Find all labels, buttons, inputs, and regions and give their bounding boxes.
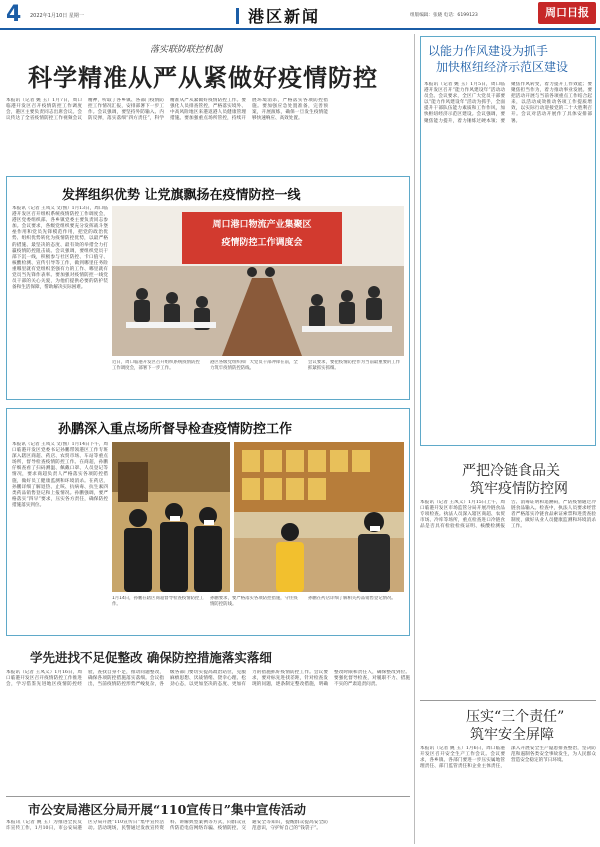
banner-line-2: 疫情防控工作调度会	[221, 238, 303, 248]
rule-right3	[420, 700, 596, 701]
right3-body: 本报讯（记者 姚 玉）1月6日，周口临港开发区召开安全生产工作会议。会议要求，各乡镇、各部门要进一步压实属地管理责任、部门监管责任和企业主体责任，深入开展安全生产隐患排查整治，坚决防范和遏制各类安全事故发生，为人民群众营造安全稳定的节日环境。	[420, 746, 596, 770]
rule-article4	[6, 796, 410, 797]
box2-title: 孙鹏深入重点场所督导检查疫情防控工作	[58, 422, 293, 437]
box1-body: 本报讯（记者 王凤义 文/图）1月13日，周口临港开发区召开组织系统疫情防控工作调度会，港区党委组织部、各乡镇党委主要负责同志参加。会议要求，各级党组织要充分发挥战斗堡垒作用和党员先锋模范作用，把党的政治优势、组织优势转化为疫情防控优势，以最严格的措施、最坚决的态度、最有效的举措全力打赢疫情防控阻击战。会议强调，要组织党员干部下沉一线，积极参与社区防控、卡口值守、核酸检测、宣传引导等工作，做到哪里任务险重哪里就有党组织坚强有力的工作、哪里就有党员当先锋作表率。要加强对疫情防控一线党员干部的关心关爱，为他们提供必要的防护装备和生活保障，帮助解决实际困难。	[12, 206, 108, 291]
issue-date: 2022年1月10日 星期一	[30, 13, 84, 19]
section-bar	[236, 8, 239, 24]
section-title: 港区新闻	[248, 7, 321, 26]
editor-info: 组版编辑：张晓 电话：6199123	[410, 13, 478, 18]
inspection-photo-2	[234, 442, 404, 592]
right3-title-line1: 压实“三个责任”	[466, 709, 565, 725]
right1-title-line1: 以能力作风建设为抓手	[428, 44, 549, 58]
inspection-photo-1	[112, 442, 230, 592]
article3-body: 本报讯（记者 王凤义）1月16日，周口临港开发区召开疫情防控工作推进会，学习借鉴先进地区疫情防控经验，查找自身不足，推动问题整改，确保各项防控措施落实落细。会议指出，当前疫情防控形势严峻复杂，各级各部门要切实提高政治站位，克服麻痹思想、厌战情绪、侥幸心理、松劲心态，以更加坚决的态度、更加有力的措施抓好疫情防控工作。会议要求，要对标先进找差距，针对检查发现的问题，逐条制定整改措施，明确整改时限和责任人，确保整改到位。要强化督导检查，对履职不力、措施不实的严肃追责问责。	[6, 670, 410, 688]
page-number: 4	[6, 2, 22, 27]
box2-caption-1: 1月14日，孙鹏在辖区商超督导检查疫情防控工作。	[112, 596, 204, 607]
box1-caption-3: 会议要求，要把疫情防控作为当前最重要的工作抓紧抓实抓细。	[308, 360, 401, 371]
right1-body: 本报讯（记者 姚 玉）1月5日，周口临港开发区召开“能力作风建设年”活动动员会。会议要求，全区广大党员干部要以“能力作风建设年”活动为抓手，全面提升干部队伍能力素质和工作作风，加快枢纽经济示范区建设。会议强调，要聚焦能力提升，着力锤炼过硬本领；要聚焦作风转变，着力提升工作效能；要聚焦担当作为，着力推动事业发展。要把活动开展与当前各项重点工作结合起来，以活动成效推动各项工作提质增效，以实际行动迎接党的二十大胜利召开。会议对活动开展作了具体安排部署。	[424, 82, 592, 124]
article3-title: 学先进找不足促整改 确保防控措施落实落细	[30, 650, 272, 665]
newspaper-logo: 周口日报	[538, 2, 596, 24]
right1-title-line2: 加快枢纽经济示范区建设	[436, 60, 569, 74]
box2-body: 本报讯（记者 王凤义 文/图）1月14日下午，周口临港开发区党委书记孙鹏带领港区工作专班深入辖区商超、药店、农贸市场、车站等重点场所，督导检查疫情防控工作。在商超，孙鹏仔细查看了扫码测温、佩戴口罩、人员登记等情况，要求商超负责人严格落实各项防控措施，做好员工健康监测和环境消杀。在药店，孙鹏详细了解退热、止咳、抗病毒、抗生素四类药品销售登记和上报情况。孙鹏强调，要严格落实“四早”要求，压实各方责任，确保防控措施落实到位。	[12, 442, 108, 508]
box2-caption-3: 孙鹏在药店详细了解相关药品销售登记情况。	[308, 596, 396, 601]
article4-title: 市公安局港区分局开展“110宣传日”集中宣传活动	[28, 802, 306, 817]
lead-title: 科学精准从严从紧做好疫情防控	[28, 63, 378, 92]
box1-caption-1: 近日，周口临港开发区召开组织系统疫情防控工作调度会，部署下一步工作。	[112, 360, 200, 371]
right3-title-line2: 筑牢安全屏障	[470, 727, 554, 743]
lead-body: 本报讯（记者 姚 玉）1月7日，周口临港开发区召开疫情防控工作调度会，港区主要负责同志出席会议。会议传达了全省疫情防控工作视频会议精神，听取了各乡镇、各部门疫情防控工作情况汇报，安排部署下一步工作。会议强调，要坚持外防输入、内防反弹，落实落细“四方责任”，科学精准从严从紧做好疫情防控工作。要强化人员排查管控，严格落实境外、中高风险地区来港返港人员健康管理措施。要加强重点场所管控，持续开展环境消杀，严格落实各项防控措施。要加强应急处置准备，完善预案，开展演练，确保一旦发生疫情能够快速响应、高效处置。	[6, 98, 328, 122]
column-divider	[414, 34, 415, 844]
right2-title-line2: 筑牢疫情防控网	[470, 481, 568, 497]
banner-line-1: 周口港口物流产业集聚区	[212, 220, 312, 230]
header-rule	[0, 28, 600, 30]
box2-caption-2: 孙鹏要求，要严格落实各项防控措施，守住疫情防控防线。	[210, 596, 298, 607]
right2-title-line1: 严把冷链食品关	[462, 463, 560, 479]
meeting-photo	[112, 206, 404, 356]
right2-body: 本报讯（记者 王凤义）1月15日上午，周口临港开发区市场监管分局开展冷链食品专项检查。执法人员深入辖区商超、农贸市场、冷库等场所，重点检查进口冷链食品是否具有检验检疫证明、核酸检测报告、消毒证明和追溯码，严防疫情通过冷链食品输入。检查中，执法人员要求经营者严格落实冷链食品索证索票和进货查验制度，做好从业人员健康监测和环境消杀工作。	[420, 500, 596, 530]
box1-title: 发挥组织优势 让党旗飘扬在疫情防控一线	[62, 188, 301, 203]
article4-body: 本报讯（记者 姚 玉）为推进全民反诈宣传工作，1月10日，市公安局港区分局开展“110宣传日”集中宣传活动。活动现场，民警通过发放宣传资料、讲解典型案例等方式，向群众宣传防范电信网络诈骗、疫情防控、交通安全等知识，提醒群众提高安全防范意识，守护好自己的“钱袋子”。	[6, 820, 328, 832]
lead-subtitle: 落实联防联控机制	[150, 45, 223, 55]
box1-caption-2: 港区各级党组织和广大党员干部冲锋在前，全力筑牢疫情防控防线。	[210, 360, 298, 371]
